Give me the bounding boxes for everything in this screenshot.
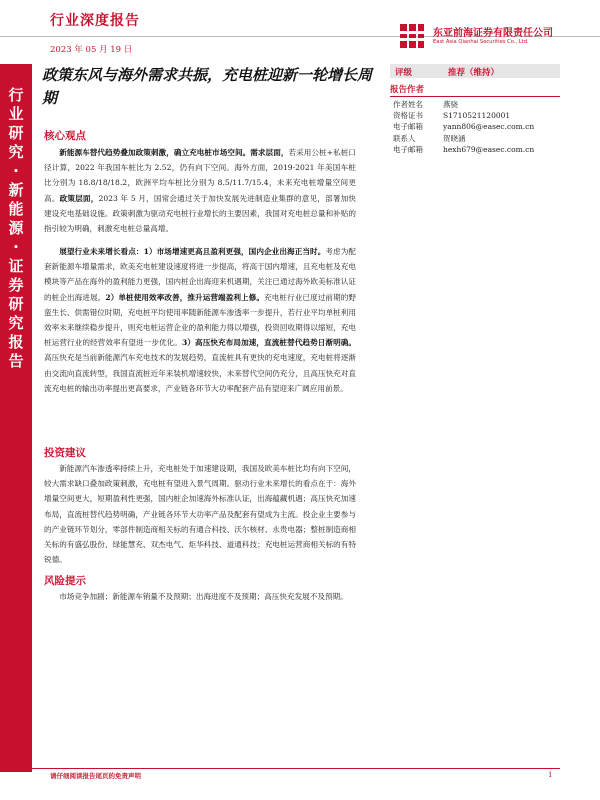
core-p2-bold-3: 3）高压快充布局加速，直流桩替代趋势日渐明确。 xyxy=(182,338,357,348)
core-p2-text-2: 充电桩行业已度过前期的野蛮生长、供需错位时期，充电桩平均使用率随新能源车渗透率一步提升，若行业平均单桩利用效率未来继续稳步提升，则充电桩运营企业的盈利能力得以增强，投资回收期得以缩短，充电桩运营行业的经营效率有望进一步优化。 xyxy=(44,292,356,348)
authors-heading: 报告作者 xyxy=(390,85,425,95)
footer-divider xyxy=(32,768,560,769)
core-p2-bold-2: 2）单桩使用效率改善，推升运营端盈利上修。 xyxy=(105,292,265,302)
author-value: 燕骁 xyxy=(443,100,458,109)
core-p2-text: 考虑为配套新能源车增量需求，欧美充电桩建设速度将进一步提高，将高于国内增速，且充电桩及充电模块等产品在海外的盈利能力更强，国内桩企出海迎来机遇期，关注已通过海外欧美标准认证的桩企出海进展。 xyxy=(44,247,356,302)
core-p2-bold: 展望行业未来增长看点：1）市场增速更高且盈利更强，国内企业出海正当时。 xyxy=(59,247,326,256)
report-type: 行业深度报告 xyxy=(50,13,140,29)
author-key: 电子邮箱 xyxy=(393,122,423,132)
author-key: 电子邮箱 xyxy=(393,144,423,154)
side-band-label: 行业研究·新能源·证券研究报告 xyxy=(8,86,24,370)
author-value: 贺晓涵 xyxy=(443,133,466,143)
report-date: 2023 年 05 月 19 日 xyxy=(50,45,133,55)
core-p1-text: 若采用公桩+私桩口径计算，2022 年我国车桩比为 2.52，仍有向下空间。海外方面，2019-2021 年美国车桩比分别为 18.8/18/18.2，欧洲平均车桩比分别为 8.5/11.7/15.4，未来充电桩增量空间更高。 xyxy=(44,148,356,203)
author-row xyxy=(393,144,534,155)
page-number: 1 xyxy=(548,771,553,779)
core-p2-text-3: 高压快充是当前新能源汽车充电技术的发展趋势，直流桩具有更快的充电速度，充电桩将逐渐由交流向直流转型，我国直流桩近年来装机增速较快，未来替代空间仍充分，且高压快充对直流充电桩的输出功率提出更高要求，产业链各环节大功率配套产品有望迎来广阔应用前景。 xyxy=(44,353,356,393)
rating-value: 推荐（维持） xyxy=(448,68,500,78)
side-band xyxy=(0,64,32,772)
author-row xyxy=(393,110,534,121)
author-value: S1710521120001 xyxy=(443,111,511,121)
author-key: 资格证书 xyxy=(393,111,423,121)
core-p1-bold-2: 政策层面， xyxy=(59,193,99,203)
risk-paragraph xyxy=(44,589,356,604)
core-p1-bold: 新能源车替代趋势叠加政策刺激，确立充电桩市场空间。需求层面， xyxy=(59,148,289,157)
author-row xyxy=(393,121,534,132)
section-risk-heading: 风险提示 xyxy=(44,575,86,587)
core-paragraph-2 xyxy=(44,244,356,396)
author-email-link[interactable]: hexh679@easec.com.cn xyxy=(443,144,535,154)
report-title: 政策东风与海外需求共振，充电桩迎新一轮增长周期 xyxy=(42,66,373,107)
author-key: 联系人 xyxy=(393,133,416,143)
invest-paragraph xyxy=(44,461,356,567)
risk-text: 市场竞争加剧；新能源车销量不及预期；出海进度不及预期；高压快充发展不及预期。 xyxy=(59,592,348,601)
author-email-link[interactable]: yann806@easec.com.cn xyxy=(443,122,535,132)
section-invest-heading: 投资建议 xyxy=(44,447,86,459)
logo-name-en: East Asia Qianhai Securities Co., Ltd. xyxy=(433,39,529,45)
rating-box xyxy=(390,64,560,78)
core-p1-text-2: 2023 年 5 月，国常会通过关于加快发展先进制造业集群的意见，部署加快建设充电基础设施。政策刺激为驱动充电桩行业增长的主要因素，我国对充电桩总量和补贴的指引较为明确，刺激充电桩总量高增。 xyxy=(44,193,357,234)
core-paragraph-1 xyxy=(44,145,356,236)
footer-disclaimer: 请仔细阅读报告尾页的免责声明 xyxy=(50,772,141,780)
logo-mark-icon xyxy=(398,22,426,50)
company-logo xyxy=(398,22,598,56)
section-core-heading: 核心观点 xyxy=(44,130,86,142)
author-row xyxy=(393,99,534,110)
authors-divider xyxy=(390,96,560,97)
authors-table xyxy=(393,99,534,155)
invest-text: 新能源汽车渗透率持续上升，充电桩处于加速建设期，我国及欧美车桩比均有向下空间，较大需求缺口叠加政策刺激，充电桩有望进入景气周期。驱动行业未来增长的看点在于：海外增量空间更大，短期盈利性更强，国内桩企加速海外标准认证，出海蕴藏机遇；高压快充加速布局，直流桩替代趋势明确，产业链各环节大功率产品及配套有望成为主流。投企业主要参与的产业链环节划分，零部件制造商相关标的有通合科技、沃尔核材、永贵电器；整桩制造商相关标的有盛弘股份、绿能慧充、双杰电气、炬华科技、道通科技；充电桩运营商相关标的有特锐德。 xyxy=(44,464,356,565)
author-row xyxy=(393,133,534,144)
logo-name-cn: 东亚前海证券有限责任公司 xyxy=(433,28,553,39)
author-key: 作者姓名 xyxy=(393,100,423,109)
rating-label: 评级 xyxy=(395,68,413,78)
